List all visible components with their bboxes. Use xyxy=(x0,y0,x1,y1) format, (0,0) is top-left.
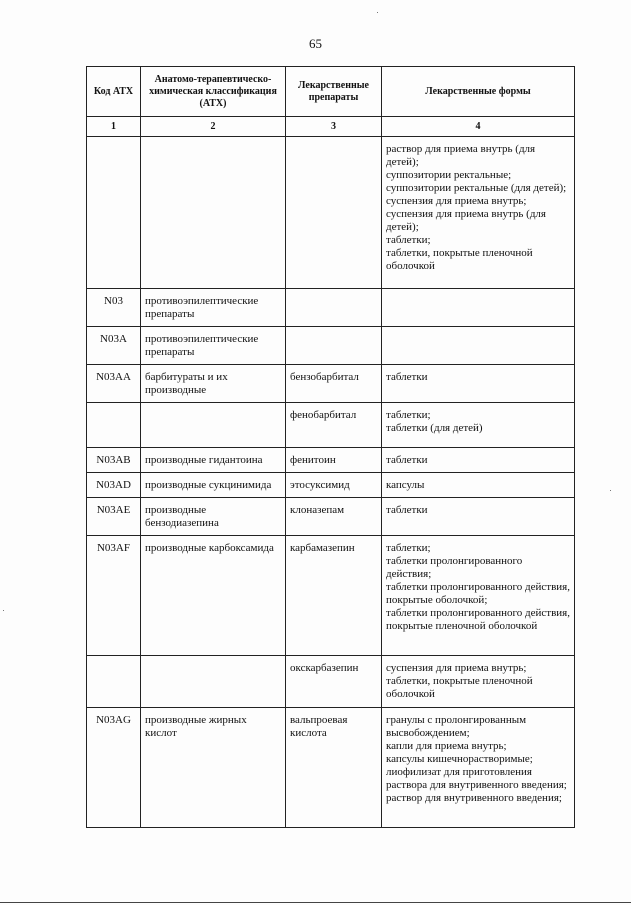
dosage-form-item: суппозитории ректальные (для детей); xyxy=(386,182,567,194)
table-row xyxy=(87,289,575,327)
dosage-forms-cell xyxy=(382,327,575,365)
dosage-forms-cell xyxy=(382,448,575,473)
header-atx-code: Код АТХ xyxy=(87,67,141,117)
column-number: 3 xyxy=(286,117,382,137)
table-row xyxy=(87,137,575,289)
drug-name-cell: этосуксимид xyxy=(286,473,382,498)
column-number: 2 xyxy=(141,117,286,137)
atx-classification-cell xyxy=(141,137,286,289)
table-row xyxy=(87,473,575,498)
dosage-forms-cell xyxy=(382,365,575,403)
dosage-form-item: таблетки; xyxy=(386,409,431,421)
atx-classification-cell: производные гидантоина xyxy=(141,448,286,473)
table-row xyxy=(87,403,575,448)
dosage-form-item: суспензия для приема внутрь; xyxy=(386,662,527,674)
table-row xyxy=(87,536,575,656)
table-header-row xyxy=(87,67,575,117)
drug-name-cell: клоназепам xyxy=(286,498,382,536)
dosage-form-item: раствор для приема внутрь (для детей); xyxy=(386,143,536,168)
dosage-form-item: гранулы с пролонгированным высвобождением; xyxy=(386,714,527,739)
page-bottom-edge xyxy=(0,902,631,903)
dosage-forms-cell xyxy=(382,289,575,327)
scan-speck xyxy=(377,12,378,13)
atx-code-cell: N03AA xyxy=(87,365,141,403)
drug-name-cell: бензобарбитал xyxy=(286,365,382,403)
dosage-form-item: таблетки; xyxy=(386,234,431,246)
atx-drug-table xyxy=(86,66,575,828)
table-row xyxy=(87,656,575,708)
header-dosage-forms: Лекарственные формы xyxy=(382,67,575,117)
scan-speck xyxy=(3,610,4,611)
column-number: 1 xyxy=(87,117,141,137)
dosage-form-item: таблетки пролонгированного действия, покрытые пленочной оболочкой xyxy=(386,607,570,632)
atx-classification-cell: противоэпилептические препараты xyxy=(141,289,286,327)
atx-code-cell xyxy=(87,656,141,708)
dosage-forms-cell xyxy=(382,536,575,656)
drug-name-cell: вальпроевая кислота xyxy=(286,708,382,828)
atx-code-cell: N03AD xyxy=(87,473,141,498)
dosage-form-item: раствор для внутривенного введения; xyxy=(386,792,562,804)
header-drugs: Лекарственные препараты xyxy=(286,67,382,117)
dosage-forms-cell xyxy=(382,656,575,708)
dosage-form-item: капсулы кишечнорастворимые; xyxy=(386,753,533,765)
dosage-forms-cell xyxy=(382,708,575,828)
atx-code-cell: N03AF xyxy=(87,536,141,656)
dosage-form-item: лиофилизат для приготовления раствора для внутривенного введения; xyxy=(386,766,567,791)
dosage-form-item: капсулы xyxy=(386,479,425,491)
dosage-form-item: таблетки xyxy=(386,454,428,466)
drug-name-cell xyxy=(286,327,382,365)
table-row xyxy=(87,327,575,365)
table-body xyxy=(87,137,575,828)
dosage-form-item: таблетки, покрытые пленочной оболочкой xyxy=(386,247,533,272)
dosage-forms-cell xyxy=(382,403,575,448)
dosage-form-item: таблетки xyxy=(386,504,428,516)
atx-code-cell xyxy=(87,403,141,448)
dosage-form-item: таблетки пролонгированного действия; xyxy=(386,555,523,580)
dosage-form-item: таблетки (для детей) xyxy=(386,422,483,434)
atx-classification-cell: противоэпилептические препараты xyxy=(141,327,286,365)
atx-code-cell: N03AB xyxy=(87,448,141,473)
atx-code-cell: N03AG xyxy=(87,708,141,828)
atx-classification-cell: производные сукцинимида xyxy=(141,473,286,498)
drug-name-cell: фенитоин xyxy=(286,448,382,473)
drug-name-cell: карбамазепин xyxy=(286,536,382,656)
atx-code-cell: N03A xyxy=(87,327,141,365)
dosage-form-item: суппозитории ректальные; xyxy=(386,169,512,181)
dosage-form-item: суспензия для приема внутрь (для детей); xyxy=(386,208,546,233)
table-row xyxy=(87,448,575,473)
dosage-form-item: капли для приема внутрь; xyxy=(386,740,507,752)
atx-classification-cell: производные жирных кислот xyxy=(141,708,286,828)
dosage-form-item: таблетки, покрытые пленочной оболочкой xyxy=(386,675,533,700)
dosage-forms-cell xyxy=(382,473,575,498)
column-number-row xyxy=(87,117,575,137)
atx-code-cell: N03 xyxy=(87,289,141,327)
atx-classification-cell xyxy=(141,403,286,448)
table-row xyxy=(87,708,575,828)
scan-speck xyxy=(610,490,611,491)
atx-code-cell: N03AE xyxy=(87,498,141,536)
atx-classification-cell: барбитураты и их производные xyxy=(141,365,286,403)
table-row xyxy=(87,498,575,536)
dosage-form-item: таблетки xyxy=(386,371,428,383)
page-number: 65 xyxy=(309,36,322,51)
drug-name-cell: окскарбазепин xyxy=(286,656,382,708)
column-number: 4 xyxy=(382,117,575,137)
drug-name-cell: фенобарбитал xyxy=(286,403,382,448)
drug-name-cell xyxy=(286,137,382,289)
header-atx-classification: Анатомо-терапевтическо-химическая классификация (АТХ) xyxy=(141,67,286,117)
table-row xyxy=(87,365,575,403)
dosage-form-item: таблетки пролонгированного действия, покрытые оболочкой; xyxy=(386,581,570,606)
atx-classification-cell xyxy=(141,656,286,708)
atx-classification-cell: производные карбоксамида xyxy=(141,536,286,656)
dosage-forms-cell xyxy=(382,498,575,536)
atx-classification-cell: производные бензодиазепина xyxy=(141,498,286,536)
atx-code-cell xyxy=(87,137,141,289)
dosage-form-item: таблетки; xyxy=(386,542,431,554)
dosage-form-item: суспензия для приема внутрь; xyxy=(386,195,527,207)
dosage-forms-cell xyxy=(382,137,575,289)
drug-name-cell xyxy=(286,289,382,327)
